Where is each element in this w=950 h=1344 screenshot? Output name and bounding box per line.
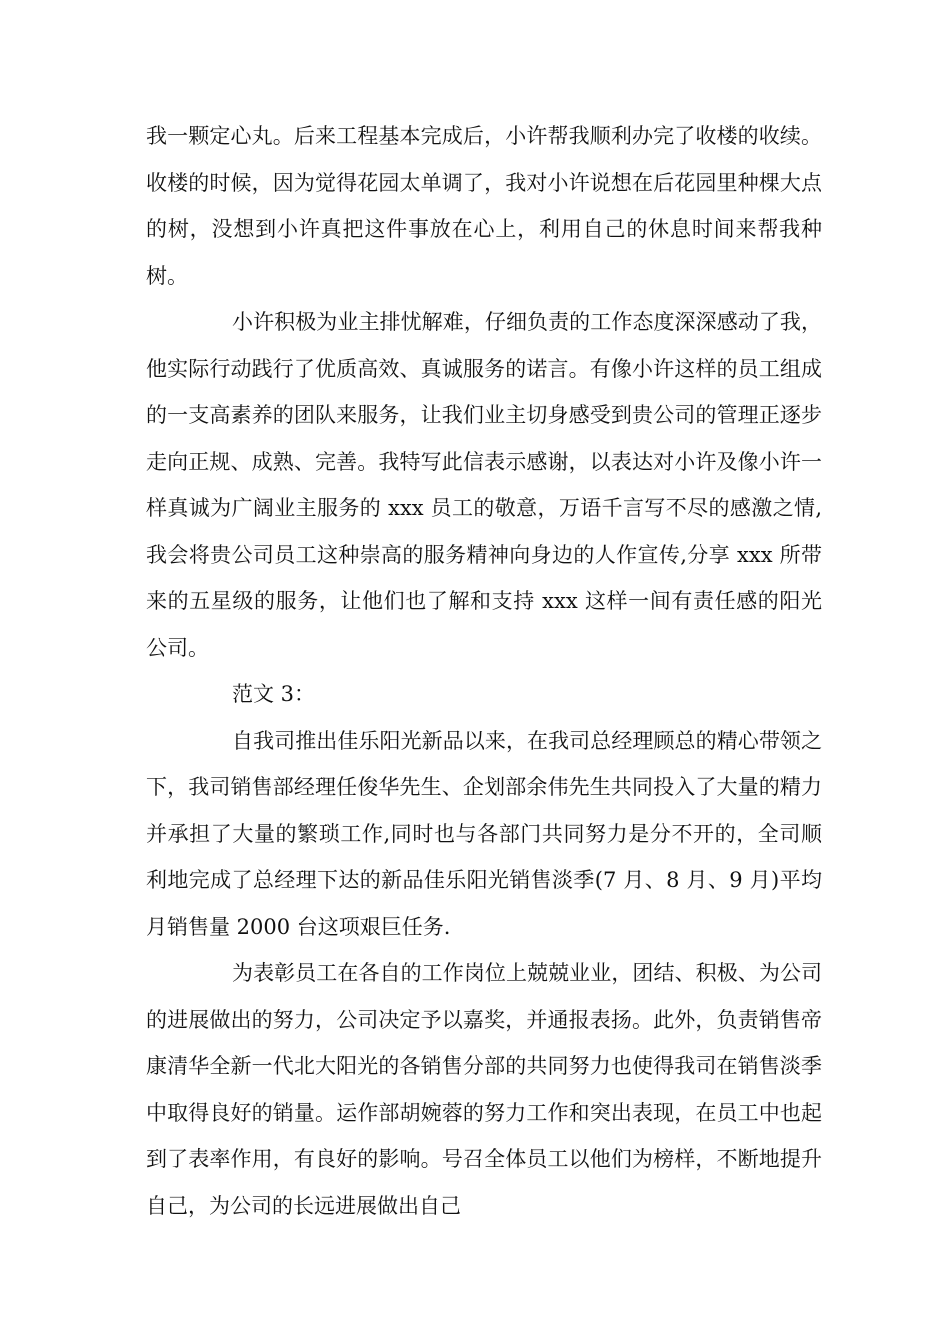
paragraph-3: 自我司推出佳乐阳光新品以来，在我司总经理顾总的精心带领之下，我司销售部经理任俊华先生、企划部余伟先生共同投入了大量的精力并承担了大量的繁琐工作,同时也与各部门共同努力是分不开的，全司顺利地完成了总经理下达的新品佳乐阳光销售淡季(7 月、8 月、9 月)平均月销售量 2000 台这项艰巨任务.: [146, 728, 822, 939]
paragraph-4: 为表彰员工在各自的工作岗位上兢兢业业，团结、积极、为公司的进展做出的努力，公司决定予以嘉奖，并通报表扬。此外，负责销售帝康清华全新一代北大阳光的各销售分部的共同努力也使得我司在销售淡季中取得良好的销量。运作部胡婉蓉的努力工作和突出表现，在员工中也起到了表率作用，有良好的影响。号召全体员工以他们为榜样，不断地提升自己，为公司的长远进展做出自己: [146, 961, 822, 1218]
paragraph-2: 小许积极为业主排忧解难，仔细负责的工作态度深深感动了我，他实际行动践行了优质高效、真诚服务的诺言。有像小许这样的员工组成的一支高素养的团队来服务，让我们业主切身感受到贵公司的管理正逐步走向正规、成熟、完善。我特写此信表示感谢，以表达对小许及像小许一样真诚为广阔业主服务的 xxx 员工的敬意，万语千言写不尽的感激之情,我会将贵公司员工这种崇高的服务精神向身边的人作宣传,分享 xxx 所带来的五星级的服务，让他们也了解和支持 xxx 这样一间有责任感的阳光公司。: [146, 310, 822, 660]
section-heading-sample-3: 范文 3：: [232, 682, 316, 706]
document-body: [146, 113, 822, 1229]
paragraph-1: 我一颗定心丸。后来工程基本完成后，小许帮我顺利办完了收楼的收续。收楼的时候，因为觉得花园太单调了，我对小许说想在后花园里种棵大点的树，没想到小许真把这件事放在心上，利用自己的休息时间来帮我种树。: [146, 124, 822, 288]
